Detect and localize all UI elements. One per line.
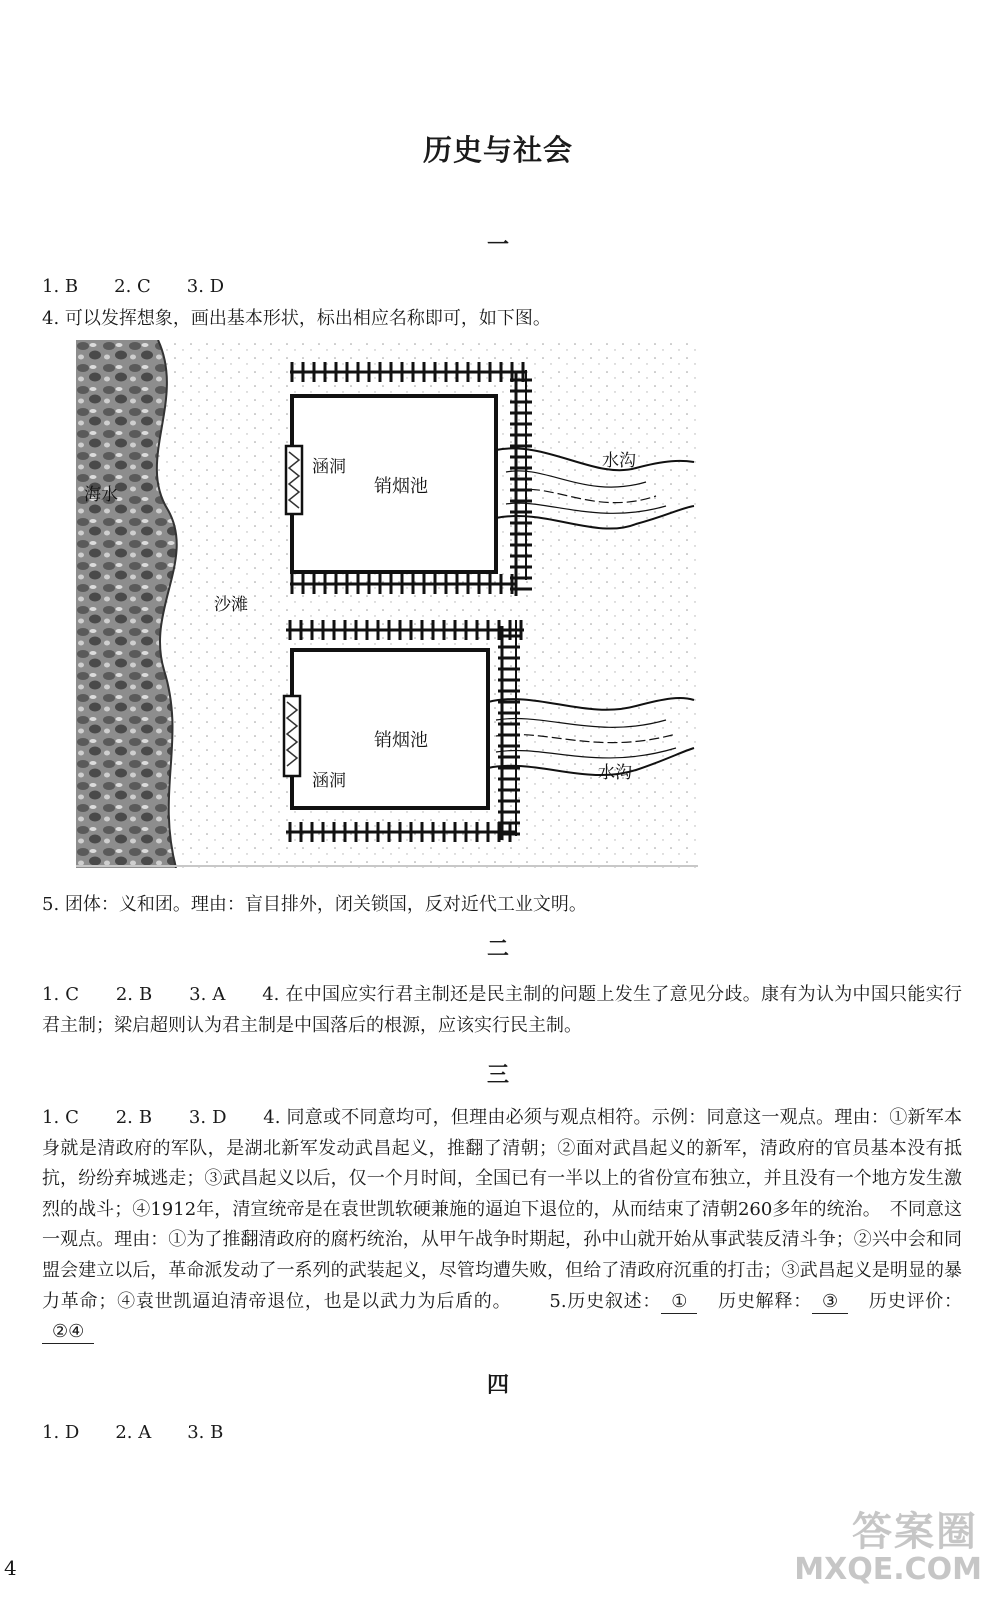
culvert-top xyxy=(286,446,302,514)
culvert-bottom xyxy=(284,696,300,776)
watermark-en: MXQE.COM xyxy=(794,1552,982,1587)
answers-3-text xyxy=(42,1103,962,1348)
answers-2-text: 1. C 2. B 3. A 4. 在中国应实行君主制还是民主制的问题上发生了意见分歧。康有为认为中国只能实行君主制；梁启超则认为君主制是中国落后的根源，应该实行民主制。 xyxy=(42,984,962,1036)
q5-answer-interpretation: ③ xyxy=(812,1291,848,1314)
page-number: 4 xyxy=(4,1556,17,1580)
answer-1-q5: 5. 团体：义和团。理由：盲目排外，闭关锁国，反对近代工业文明。 xyxy=(42,894,587,915)
section-heading-3: 三 xyxy=(486,1062,509,1088)
label-pool-top: 销烟池 xyxy=(374,476,428,497)
answers-1-mc: 1. B 2. C 3. D xyxy=(42,276,225,297)
label-culvert-bottom: 涵洞 xyxy=(312,771,346,791)
q5-answer-evaluation: ②④ xyxy=(42,1321,94,1344)
label-pool-bottom: 销烟池 xyxy=(374,730,428,751)
label-sea: 海水 xyxy=(84,485,118,505)
section-heading-4: 四 xyxy=(486,1372,509,1398)
answer-1-q4: 4. 可以发挥想象，画出基本形状，标出相应名称即可，如下图。 xyxy=(42,308,551,329)
page-title: 历史与社会 xyxy=(422,133,573,167)
answers-3-body: 1. C 2. B 3. D 4. 同意或不同意均可，但理由必须与观点相符。示例：同意这一观点。理由：①新军本身就是清政府的军队，是湖北新军发动武昌起义，推翻了清朝；②面对武昌起义的新军，清政府的官员基本没有抵抗，纷纷弃城逃走；③武昌起义以后，仅一个月时间，全国已有一半以上的省份宣布独立，并且没有一个地方发生激烈的战斗；④1912年，清宣统帝是在袁世凯软硬兼施的逼迫下退位的，从而结束了清朝260多年的统治。 不同意这一观点。理由：①为了推翻清政府的腐朽统治，从甲午战争时期起，孙中山就开始从事武装反清斗争；②兴中会和同盟会建立以后，革命派发动了一系列的武装起义，尽管均遭失败，但给了清政府沉重的打击；③武昌起义是明显的暴力革命；④袁世凯逼迫清帝退位，也是以武力为后盾的。 xyxy=(42,1107,962,1312)
watermark-cn: 答案圈 xyxy=(852,1509,978,1555)
section-heading-1: 一 xyxy=(486,232,509,258)
sea-area xyxy=(76,340,177,868)
opium-pool-diagram xyxy=(76,340,698,868)
label-beach: 沙滩 xyxy=(214,595,248,615)
q5-evaluation-label: 历史评价： xyxy=(868,1290,963,1312)
section-heading-2: 二 xyxy=(486,936,509,962)
label-culvert-top: 涵洞 xyxy=(312,457,346,477)
q5-prefix: 5.历史叙述： xyxy=(549,1290,662,1312)
q5-answer-narrative: ① xyxy=(661,1291,697,1314)
label-ditch-bottom: 水沟 xyxy=(598,763,632,783)
label-ditch-top: 水沟 xyxy=(602,451,636,471)
watermark-logo xyxy=(794,1500,982,1596)
q5-interpretation-label: 历史解释： xyxy=(717,1290,812,1312)
answers-4-mc: 1. D 2. A 3. B xyxy=(42,1422,224,1443)
